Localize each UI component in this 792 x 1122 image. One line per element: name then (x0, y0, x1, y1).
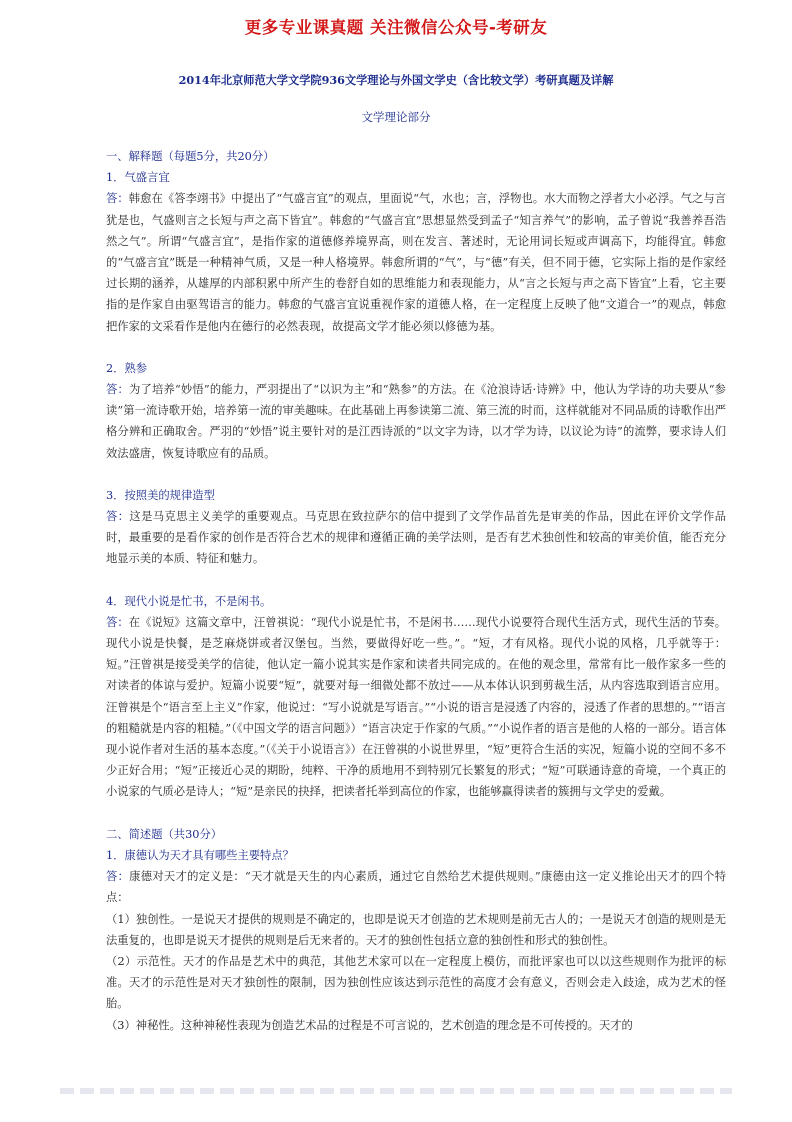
answer-label: 答： (106, 870, 130, 884)
question-1-intro (106, 866, 726, 908)
answer-text: 这是马克思主义美学的重要观点。马克思在致拉萨尔的信中提到了文学作品首先是审美的作品，因此在评价文学作品时，最重要的是看作家的创作是否符合艺术的规律和遵循正确的美学法则，是否有艺术独创性和较高的审美价值，能否充分地显示美的本质、特征和魅力。 (106, 510, 726, 566)
document-title: 2014年北京师范大学文学院936文学理论与外国文学史（含比较文学）考研真题及详解 (178, 73, 614, 87)
faded-footer-line (60, 1088, 732, 1094)
term-title-3: 3．按照美的规律造型 (106, 488, 215, 502)
answer-text: 韩愈在《答李翊书》中提出了“气盛言宜”的观点，里面说“气，水也；言，浮物也。水大而物之浮者大小必浮。气之与言犹是也，气盛则言之长短与声之高下皆宜”。韩愈的“气盛言宜”思想显然受到孟子“知言养气”的影响，孟子曾说“我善养吾浩然之气”。所谓“气盛言宜”，是指作家的道德修养境界高，则在发言、著述时，无论用词长短或声调高下，均能得宜。韩愈的“气盛言宜”既是一种精神气质，又是一种人格境界。韩愈所谓的“气”，与“德”有关，但不同于德，它实际上指的是作家经过长期的涵养，从雄厚的内部积累中所产生的卷舒自如的思维能力和表现能力，从“言之长短与声之高下皆宜”上看，它主要指的是作家自由驱驾语言的能力。韩愈的气盛言宜说重视作家的道德人格，在一定程度上反映了他“文道合一”的观点，韩愈把作家的文采看作是他内在德行的必然表现，故提高文学才能必须以修德为基。 (106, 192, 726, 333)
answer-text: 在《说短》这篇文章中，汪曾祺说：“现代小说是忙书，不是闲书……现代小说要符合现代生活方式，现代生活的节奏。现代小说是快餐，是芝麻烧饼或者汉堡包。当然，要做得好吃一些。”。“短，才有风格。现代小说的风格，几乎就等于：短。”汪曾祺是接受美学的信徒，他认定一篇小说其实是作家和读者共同完成的。在他的观念里，常常有比一般作家多一些的对读者的体谅与爱护。短篇小说要“短”，就要对每一细微处都不放过——从本体认识到剪裁生活，从内容选取到语言应用。汪曾祺是个“语言至上主义”作家，他说过：“写小说就是写语言。”“小说的语言是浸透了内容的，浸透了作者的思想的。”“语言的粗糙就是内容的粗糙。”（《中国文学的语言问题》）“语言决定于作家的气质。”“小说作者的语言是他的人格的一部分。语言体现小说作者对生活的基本态度。”（《关于小说语言》）在汪曾祺的小说世界里，“短”更符合生活的实况，短篇小说的空间不多不少正好合用；“短”正接近心灵的期盼，纯粹、干净的质地用不到特别冗长繁复的形式；“短”可联通诗意的奇境，一个真正的小说家的气质必是诗人；“短”是亲民的抉择，把读者托举到高位的作家，也能够赢得读者的簇拥与文学史的爱戴。 (106, 615, 726, 799)
term-title-2: 2．熟参 (106, 361, 148, 375)
question-1-title: 1．康德认为天才具有哪些主要特点？ (106, 848, 294, 862)
answer-label: 答： (106, 192, 129, 206)
document-body (106, 146, 726, 1036)
term-answer-4 (106, 612, 726, 803)
answer-text: 为了培养“妙悟”的能力，严羽提出了“以识为主”和“熟参”的方法。在《沧浪诗话·诗辨》中，他认为学诗的功夫要从“参读”第一流诗歌开始，培养第一流的审美趣味。在此基础上再参读第二流、第三流的时而，这样就能对不同品质的诗歌作出严格分辨和正确取舍。严羽的“妙悟”说主要针对的是江西诗派的“以文字为诗，以才学为诗，以议论为诗”的流弊，要求诗人们效法盛唐，恢复诗歌应有的品质。 (106, 383, 726, 460)
term-title-4: 4．现代小说是忙书，不是闲书。 (106, 594, 272, 608)
point-2: （2）示范性。天才的作品是艺术中的典范，其他艺术家可以在一定程度上模仿，而批评家也可以以这些规则作为批评的标准。天才的示范性是对天才独创性的限制，因为独创性应该达到示范性的高度才会有意义，否则会走入歧途，成为艺术的怪胎。 (106, 954, 726, 1011)
part1-heading: 一、解释题（每题5分，共20分） (106, 150, 275, 163)
part2-heading: 二、简述题（共30分） (106, 827, 223, 841)
term-answer-2 (106, 379, 726, 464)
answer-label: 答： (106, 383, 129, 397)
answer-label: 答： (106, 615, 129, 629)
promo-banner: 更多专业课真题 关注微信公众号-考研友 (244, 18, 548, 37)
answer-label: 答： (106, 510, 130, 524)
term-title-1: 1．气盛言宜 (106, 171, 170, 185)
answer-text: 康德对天才的定义是：“天才就是天生的内心素质，通过它自然给艺术提供规则。”康德由这一定义推论出天才的四个特点： (106, 870, 726, 905)
point-1: （1）独创性。一是说天才提供的规则是不确定的，也即是说天才创造的艺术规则是前无古人的；一是说天才创造的规则是无法重复的，也即是说天才提供的规则是后无来者的。天才的独创性包括立意的独创性和形式的独创性。 (106, 912, 726, 947)
term-answer-1 (106, 188, 726, 336)
point-3: （3）神秘性。这种神秘性表现为创造艺术品的过程是不可言说的，艺术创造的理念是不可传授的。天才的 (106, 1018, 633, 1032)
section-title: 文学理论部分 (361, 110, 431, 124)
term-answer-3 (106, 506, 726, 570)
